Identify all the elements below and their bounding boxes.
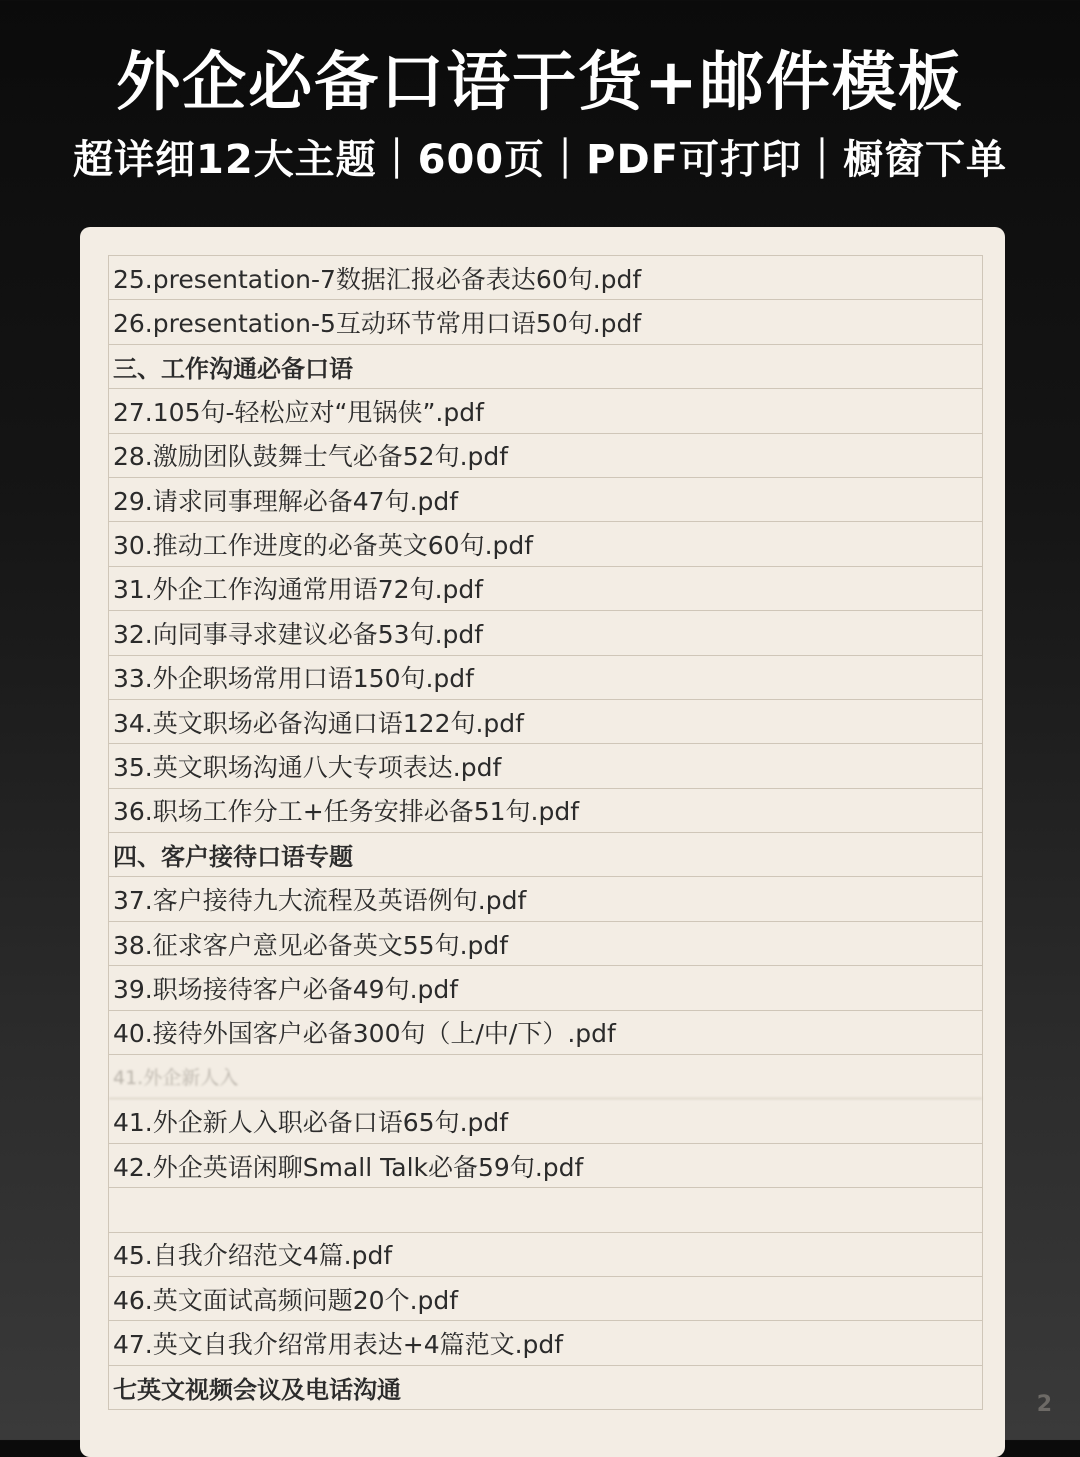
file-list-item[interactable]: 26.presentation-5互动环节常用口语50句.pdf [109, 300, 982, 344]
file-list-item[interactable]: 35.英文职场沟通八大专项表达.pdf [109, 744, 982, 788]
file-list-card [80, 227, 1005, 1457]
file-list-item[interactable]: 36.职场工作分工+任务安排必备51句.pdf [109, 789, 982, 833]
file-list-item[interactable]: 40.接待外国客户必备300句（上/中/下）.pdf [109, 1011, 982, 1055]
file-list-item[interactable]: 28.激励团队鼓舞士气必备52句.pdf [109, 434, 982, 478]
file-list-item[interactable]: 31.外企工作沟通常用语72句.pdf [109, 567, 982, 611]
file-list-item[interactable]: 45.自我介绍范文4篇.pdf [109, 1233, 982, 1277]
page-title: 外企必备口语干货+邮件模板 [116, 46, 964, 120]
file-list-item[interactable]: 32.向同事寻求建议必备53句.pdf [109, 611, 982, 655]
file-list [108, 255, 983, 1410]
file-list-item[interactable]: 29.请求同事理解必备47句.pdf [109, 478, 982, 522]
file-list-item[interactable]: 34.英文职场必备沟通口语122句.pdf [109, 700, 982, 744]
file-list-item[interactable]: 39.职场接待客户必备49句.pdf [109, 966, 982, 1010]
file-list-item[interactable]: 41.外企新人入职必备口语65句.pdf [109, 1099, 982, 1143]
page-subtitle: 超详细12大主题｜600页｜PDF可打印｜橱窗下单 [72, 137, 1007, 183]
file-list-item[interactable]: 47.英文自我介绍常用表达+4篇范文.pdf [109, 1321, 982, 1365]
section-heading: 七英文视频会议及电话沟通 [109, 1366, 982, 1410]
faded-row: 41.外企新人入 [109, 1055, 982, 1099]
section-heading: 三、工作沟通必备口语 [109, 345, 982, 389]
file-list-item[interactable]: 38.征求客户意见必备英文55句.pdf [109, 922, 982, 966]
page-number: 2 [1036, 1392, 1052, 1417]
file-list-item[interactable]: 42.外企英语闲聊Small Talk必备59句.pdf [109, 1144, 982, 1188]
file-list-item[interactable]: 33.外企职场常用口语150句.pdf [109, 656, 982, 700]
file-list-item[interactable]: 25.presentation-7数据汇报必备表达60句.pdf [109, 256, 982, 300]
file-list-item[interactable]: 27.105句-轻松应对“甩锅侠”.pdf [109, 389, 982, 433]
file-list-item[interactable]: 46.英文面试高频问题20个.pdf [109, 1277, 982, 1321]
file-list-item[interactable]: 30.推动工作进度的必备英文60句.pdf [109, 522, 982, 566]
blank-row [109, 1188, 982, 1232]
section-heading: 四、客户接待口语专题 [109, 833, 982, 877]
file-list-item[interactable]: 37.客户接待九大流程及英语例句.pdf [109, 877, 982, 921]
